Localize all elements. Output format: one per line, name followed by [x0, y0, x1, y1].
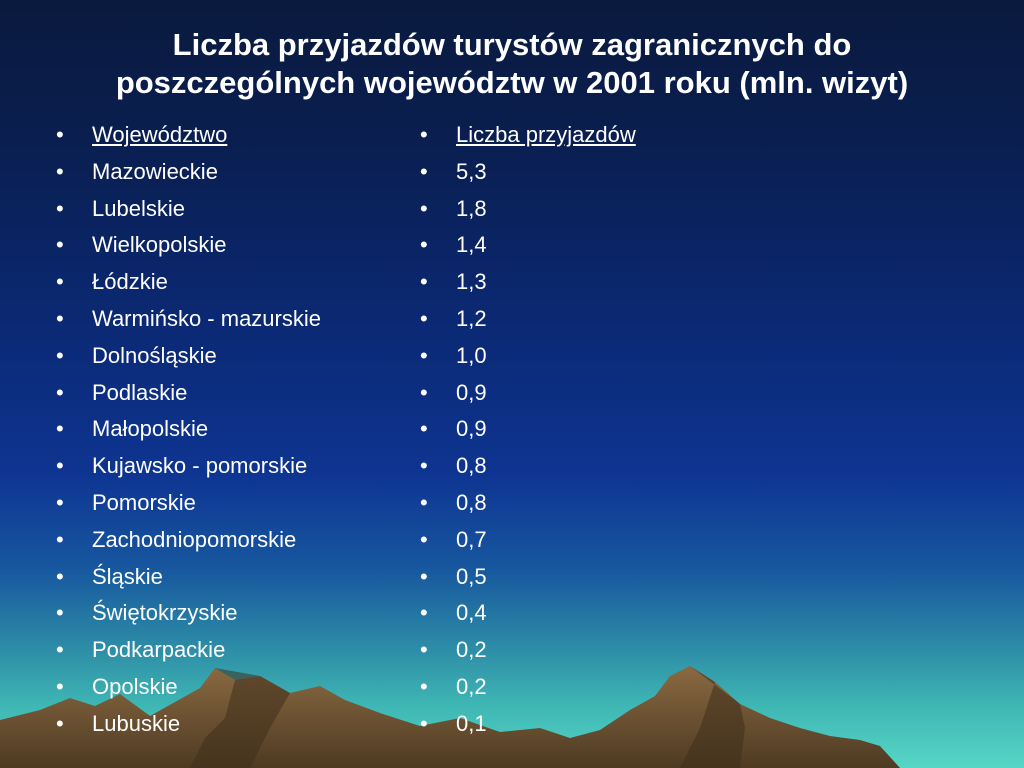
- arrivals-value: 5,3: [456, 158, 487, 184]
- bullet-icon: •: [56, 379, 64, 405]
- arrivals-item: [420, 632, 740, 669]
- region-column-header: [56, 117, 396, 154]
- region-name: Wielkopolskie: [92, 232, 227, 258]
- region-item: [56, 264, 396, 301]
- bullet-icon: •: [56, 305, 64, 331]
- arrivals-item: [420, 191, 740, 228]
- slide-title-line-1: Liczba przyjazdów turystów zagranicznych do: [172, 27, 852, 62]
- bullet-icon: •: [56, 195, 64, 221]
- bullet-icon: •: [56, 637, 64, 663]
- region-name: Mazowieckie: [92, 158, 218, 184]
- arrivals-item: [420, 154, 740, 191]
- bullet-icon: •: [420, 489, 428, 515]
- region-name: Świętokrzyskie: [92, 600, 238, 626]
- bullet-icon: •: [420, 673, 428, 699]
- region-item: [56, 338, 396, 375]
- arrivals-value: 0,1: [456, 710, 487, 736]
- region-item: [56, 522, 396, 559]
- bullet-icon: •: [56, 416, 64, 442]
- bullet-icon: •: [56, 563, 64, 589]
- region-item: [56, 632, 396, 669]
- region-item: [56, 154, 396, 191]
- arrivals-value: 0,4: [456, 600, 487, 626]
- arrivals-value: 1,2: [456, 305, 487, 331]
- region-item: [56, 191, 396, 228]
- arrivals-value: 1,8: [456, 195, 487, 221]
- region-item: [56, 301, 396, 338]
- arrivals-column-header: [420, 117, 740, 154]
- bullet-icon: •: [56, 673, 64, 699]
- arrivals-value: 0,2: [456, 637, 487, 663]
- region-item: [56, 706, 396, 743]
- arrivals-item: [420, 227, 740, 264]
- bullet-icon: •: [420, 416, 428, 442]
- region-name: Warmińsko - mazurskie: [92, 305, 321, 331]
- region-name: Dolnośląskie: [92, 342, 217, 368]
- bullet-icon: •: [56, 232, 64, 258]
- arrivals-value: 0,2: [456, 673, 487, 699]
- arrivals-value: 0,5: [456, 563, 487, 589]
- bullet-icon: •: [56, 158, 64, 184]
- region-name: Opolskie: [92, 673, 178, 699]
- region-item: [56, 411, 396, 448]
- region-header-label: Województwo: [92, 122, 228, 147]
- slide-title-line-2: poszczególnych województw w 2001 roku (mln. wizyt): [115, 65, 909, 100]
- region-item: [56, 669, 396, 706]
- arrivals-item: [420, 338, 740, 375]
- bullet-icon: •: [420, 305, 428, 331]
- arrivals-item: [420, 448, 740, 485]
- arrivals-item: [420, 411, 740, 448]
- region-name: Lubelskie: [92, 195, 185, 221]
- bullet-icon: •: [56, 453, 64, 479]
- region-name: Podlaskie: [92, 379, 188, 405]
- arrivals-item: [420, 301, 740, 338]
- region-name: Łódzkie: [92, 269, 168, 295]
- arrivals-value: 0,7: [456, 526, 487, 552]
- arrivals-item: [420, 706, 740, 743]
- bullet-icon: •: [420, 232, 428, 258]
- bullet-icon: •: [420, 453, 428, 479]
- arrivals-item: [420, 559, 740, 596]
- region-name: Zachodniopomorskie: [92, 526, 297, 552]
- arrivals-value: 1,0: [456, 342, 487, 368]
- region-item: [56, 448, 396, 485]
- arrivals-value: 0,8: [456, 489, 487, 515]
- region-item: [56, 485, 396, 522]
- bullet-icon: •: [56, 269, 64, 295]
- region-item: [56, 595, 396, 632]
- arrivals-item: [420, 264, 740, 301]
- bullet-icon: •: [420, 526, 428, 552]
- bullet-icon: •: [420, 269, 428, 295]
- bullet-icon: •: [420, 342, 428, 368]
- bullet-icon: •: [56, 600, 64, 626]
- bullet-icon: •: [420, 710, 428, 736]
- region-item: [56, 559, 396, 596]
- slide-title: [20, 26, 1004, 102]
- region-column: [56, 117, 396, 743]
- bullet-icon: •: [56, 526, 64, 552]
- region-name: Lubuskie: [92, 710, 181, 736]
- bullet-icon: •: [56, 122, 64, 147]
- bullet-icon: •: [420, 563, 428, 589]
- arrivals-item: [420, 375, 740, 412]
- bullet-icon: •: [56, 342, 64, 368]
- arrivals-value: 1,3: [456, 269, 487, 295]
- bullet-icon: •: [420, 122, 428, 147]
- region-name: Małopolskie: [92, 416, 209, 442]
- region-item: [56, 375, 396, 412]
- bullet-icon: •: [420, 637, 428, 663]
- region-item: [56, 227, 396, 264]
- bullet-icon: •: [420, 158, 428, 184]
- arrivals-value: 0,8: [456, 453, 487, 479]
- bullet-icon: •: [420, 379, 428, 405]
- bullet-icon: •: [420, 195, 428, 221]
- arrivals-column: [420, 117, 740, 743]
- bullet-icon: •: [420, 600, 428, 626]
- region-name: Podkarpackie: [92, 637, 226, 663]
- bullet-icon: •: [56, 710, 64, 736]
- arrivals-value: 0,9: [456, 416, 487, 442]
- arrivals-item: [420, 485, 740, 522]
- arrivals-value: 0,9: [456, 379, 487, 405]
- arrivals-header-label: Liczba przyjazdów: [456, 122, 636, 147]
- region-name: Kujawsko - pomorskie: [92, 453, 308, 479]
- arrivals-item: [420, 669, 740, 706]
- arrivals-value: 1,4: [456, 232, 487, 258]
- region-name: Śląskie: [92, 563, 163, 589]
- region-name: Pomorskie: [92, 489, 196, 515]
- arrivals-item: [420, 595, 740, 632]
- arrivals-item: [420, 522, 740, 559]
- bullet-icon: •: [56, 489, 64, 515]
